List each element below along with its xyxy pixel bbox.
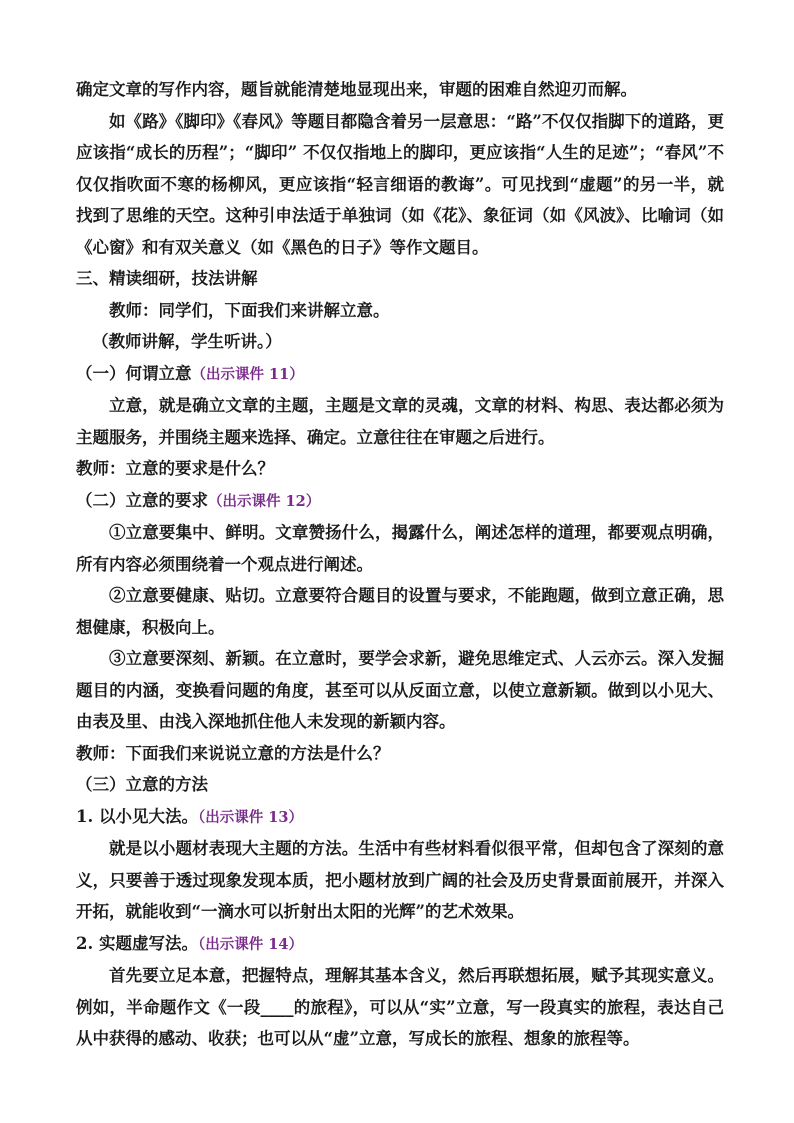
- teacher-question: 教师：立意的要求是什么？: [76, 459, 274, 478]
- section-heading: 三、精读细研，技法讲解: [76, 269, 258, 288]
- paragraph: 确定文章的写作内容，题旨就能清楚地显现出来，审题的困难自然迎刃而解。: [76, 80, 637, 99]
- subsection-title: （二）立意的要求: [76, 490, 208, 510]
- method-heading: [76, 928, 724, 961]
- subsection-heading: [76, 358, 724, 391]
- requirement-item: ①立意要集中、鲜明。文章赞扬什么，揭露什么，阐述怎样的道理，都要观点明确，所有内容必须围绕着一个观点进行阐述。: [76, 523, 724, 574]
- teacher-line: 教师：同学们，下面我们来讲解立意。: [109, 300, 390, 320]
- document-content: [76, 74, 724, 1055]
- paragraph: 首先要立足本意，把握特点，理解其基本含义，然后再联想拓展，赋予其现实意义。例如，半命题作文《一段____的旅程》，可以从“实”立意，写一段真实的旅程，表达自己从中获得的感动、收获；也可以从“虚”立意，写成长的旅程、想象的旅程等。: [76, 966, 724, 1048]
- paragraph: 就是以小题材表现大主题的方法。生活中有些材料看似很平常，但却包含了深刻的意义，只要善于透过现象发现本质，把小题材放到广阔的社会及历史背景面前展开，并深入开拓，就能收到“一滴水可以折射出太阳的光辉”的艺术效果。: [76, 839, 724, 921]
- method-title: 2. 实题虚写法。: [76, 933, 198, 953]
- method-heading: [76, 801, 724, 834]
- slide-hint: （出示课件 14）: [197, 935, 303, 953]
- paragraph: 立意，就是确立文章的主题，主题是文章的灵魂，文章的材料、构思、表达都必须为主题服务，并围绕主题来选择、确定。立意往往在审题之后进行。: [76, 396, 724, 447]
- subsection-title: （一）何谓立意: [76, 363, 192, 383]
- slide-hint: （出示课件 12）: [208, 492, 321, 510]
- subsection-heading: [76, 485, 724, 518]
- slide-hint: （出示课件 13）: [197, 808, 303, 826]
- paragraph: 如《路》《脚印》《春风》等题目都隐含着另一层意思：“路”不仅仅指脚下的道路，更应该指“成长的历程”；“脚印” 不仅仅指地上的脚印，更应该指“人生的足迹”；“春风”不仅仅指吹面不寒的杨柳风，更应该指“轻言细语的教诲”。可见找到“虚题”的另一半，就找到了思维的天空。这种引申法适于单独词（如《花》、象征词（如《风波》、比喻词（如《心窗》和有双关意义（如《黑色的日子》等作文题目。: [76, 111, 724, 257]
- requirement-item: ②立意要健康、贴切。立意要符合题目的设置与要求，不能跑题，做到立意正确，思想健康，积极向上。: [76, 586, 724, 637]
- stage-direction: （教师讲解，学生听讲。）: [92, 332, 282, 351]
- slide-hint: （出示课件 11）: [191, 365, 304, 383]
- subsection-heading: （三）立意的方法: [76, 775, 208, 794]
- method-title: 1. 以小见大法。: [76, 806, 198, 826]
- requirement-item: ③立意要深刻、新颖。在立意时，要学会求新，避免思维定式、人云亦云。深入发掘题目的内涵，变换看问题的角度，甚至可以从反面立意，以使立意新颖。做到以小见大、由表及里、由浅入深地抓住他人未发现的新颖内容。: [76, 649, 724, 731]
- teacher-question: 教师：下面我们来说说立意的方法是什么？: [76, 743, 390, 763]
